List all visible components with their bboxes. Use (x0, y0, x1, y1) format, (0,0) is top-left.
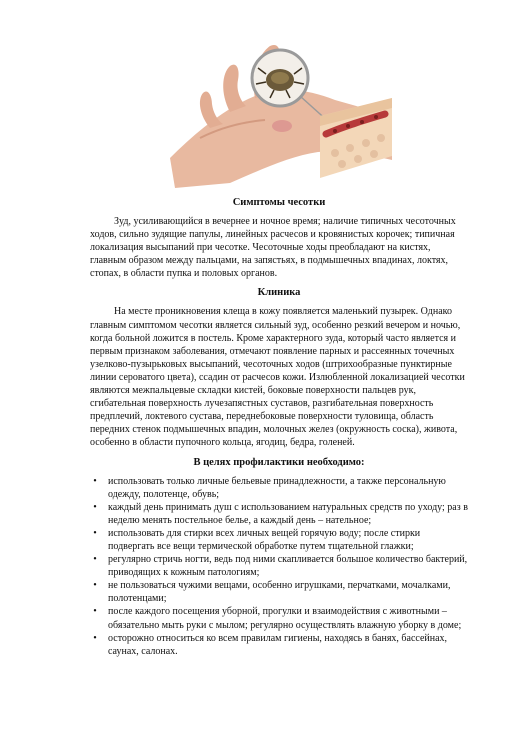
bullet-icon: • (93, 632, 97, 644)
clinic-heading: Клиника (257, 287, 301, 299)
clinic-paragraph: На месте проникновения клеща в кожу появляется маленький пузырек. Однако главным симптомом чесотки является сильный зуд, особенно резкий вечером и ночью, когда больной ложится в постель. Кроме характерного зуда, который часто является и первым признаком заболевания, отмечают появление парных и рассеянных точечных узелково-пузырьковых высыпаний, чесоточных ходов (штрихообразные пунктирные линии сероватого цвета), ссадин от расчесов кожи. Излюбленной локализацией чесотки являются межпальцевые складки кистей, боковые поверхности пальцев рук, сгибательная поверхность лучезапястных суставов, разгибательная поверхность предплечий, локтевого сустава, переднебоковые поверхности туловища, область передних стенок подмышечных впадин, молочных желез (окружность соска), живота, особенно в области пупочного кольца, ягодиц, бедра, голеней. (90, 306, 465, 449)
list-item (90, 632, 468, 658)
list-item (90, 553, 468, 579)
prevention-list (90, 475, 468, 658)
document-body (90, 196, 468, 658)
bullet-icon: • (93, 580, 97, 592)
list-item-text: осторожно относиться ко всем правилам гигиены, находясь в банях, бассейнах, саунах, салонах. (108, 632, 448, 657)
prevention-heading: В целях профилактики необходимо: (193, 456, 365, 468)
symptoms-paragraph: Зуд, усиливающийся в вечернее и ночное время; наличие типичных чесоточных ходов, сильно зудящие папулы, линейных расчесов и кровянистых корочек; типичная локализация высыпаний при чесотке. Чесоточные ходы преобладают на кистях, главным образом между пальцами, на запястьях, в подмышечных впадинах, локтях, стопах, в области пупка и половых органов. (90, 216, 456, 280)
list-item (90, 501, 468, 527)
scabies-illustration (170, 38, 392, 188)
list-item (90, 527, 468, 553)
list-item-text: использовать для стирки всех личных вещей горячую воду; после стирки подвергать все вещи термической обработке путем тщательной глажки; (108, 527, 421, 552)
list-item-text: использовать только личные бельевые принадлежности, а также персональную одежду, полотенце, обувь; (108, 475, 446, 500)
list-item (90, 605, 468, 631)
list-item (90, 475, 468, 501)
bullet-icon: • (93, 475, 97, 487)
list-item-text: каждый день принимать душ с использованием натуральных средств по уходу; раз в неделю менять постельное белье, а каждый день – нательное; (108, 501, 468, 526)
symptoms-heading: Симптомы чесотки (232, 197, 326, 208)
list-item-text: регулярно стричь ногти, ведь под ними скапливается большое количество бактерий, приводящих к кожным патологиям; (108, 554, 468, 579)
bullet-icon: • (93, 501, 97, 513)
bullet-icon: • (93, 527, 97, 539)
list-item (90, 579, 468, 605)
list-item-text: после каждого посещения уборной, прогулки и взаимодействия с животными – обязательно мыть руки с мылом; регулярно осуществлять влажную уборку в доме; (108, 606, 462, 631)
bullet-icon: • (93, 606, 97, 618)
list-item-text: не пользоваться чужими вещами, особенно игрушками, перчатками, мочалками, полотенцами; (108, 580, 451, 605)
bullet-icon: • (93, 554, 97, 566)
